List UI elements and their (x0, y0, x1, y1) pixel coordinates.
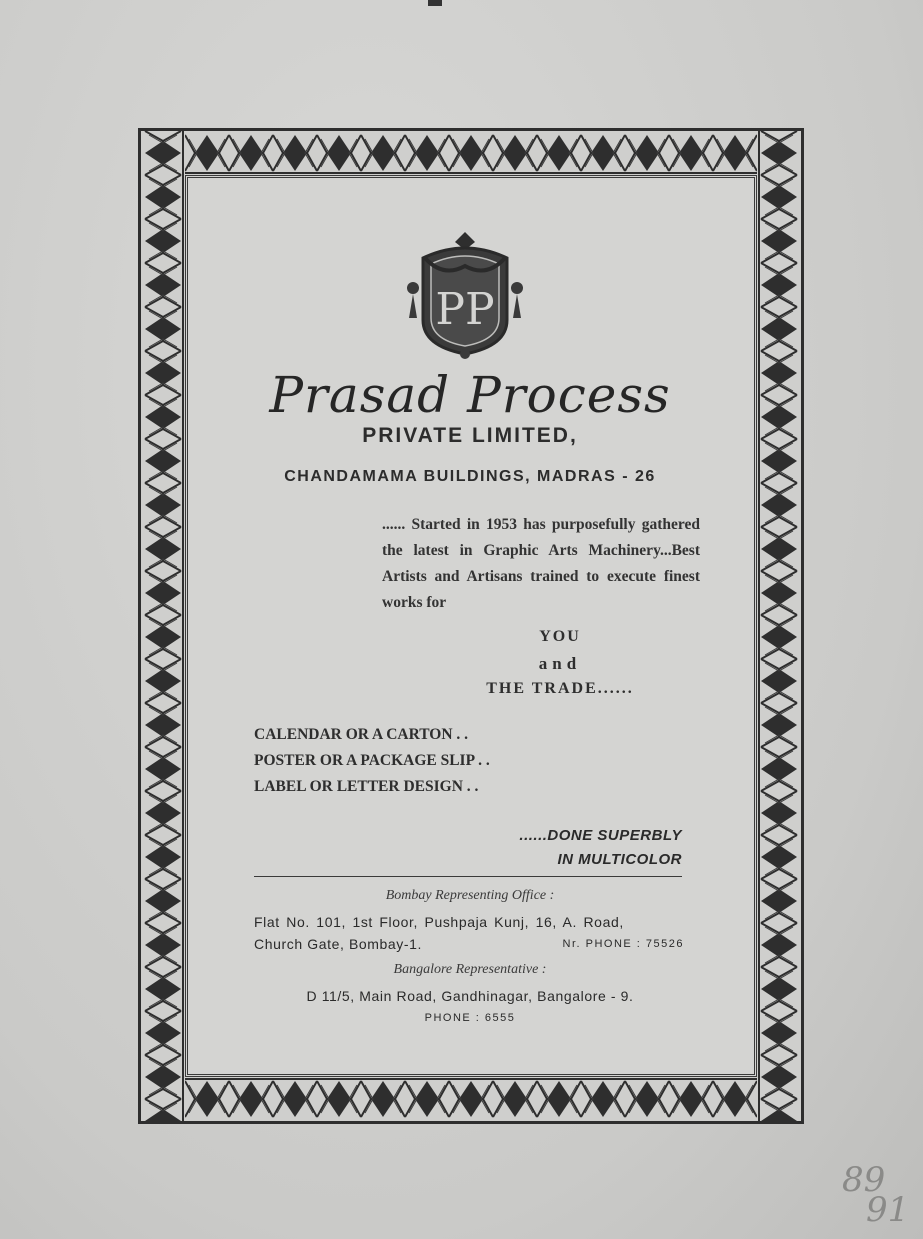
bombay-address-line-1: Flat No. 101, 1st Floor, Pushpaja Kunj, 16, A. Road, (254, 914, 624, 930)
bangalore-phone: PHONE : 6555 (424, 1012, 516, 1024)
intro-paragraph: ...... Started in 1953 has purposefully gathered the latest in Graphic Arts Machinery...Best Artists and Artisans trained to execute finest works for (382, 516, 700, 611)
border-right (757, 131, 801, 1121)
tagline-line-1: ......DONE SUPERBLY (519, 827, 682, 844)
prasad-process-logo (403, 228, 527, 362)
bombay-address-city: Church Gate, Bombay-1. (254, 936, 423, 952)
you-line: YOU (539, 628, 581, 645)
product-list (254, 722, 674, 800)
divider (254, 876, 682, 877)
bangalore-address: D 11/5, Main Road, Gandhinagar, Bangalore - 9. (306, 988, 634, 1004)
bombay-address-line-2 (254, 936, 684, 952)
company-name: Prasad Process (269, 366, 671, 424)
page-top-mark (428, 0, 442, 6)
company-type: PRIVATE LIMITED, (362, 424, 578, 447)
border-left (141, 131, 185, 1121)
bombay-phone: Nr. PHONE : 75526 (562, 938, 684, 950)
tagline (420, 824, 682, 872)
trade-line: THE TRADE...... (486, 680, 634, 697)
logo-monogram: PP (435, 284, 495, 335)
product-item: LABEL OR LETTER DESIGN . . (254, 778, 479, 795)
border-top (141, 131, 801, 175)
company-address: CHANDAMAMA BUILDINGS, MADRAS - 26 (284, 468, 656, 485)
bombay-office-heading: Bombay Representing Office : (385, 888, 555, 903)
handwritten-number-2: 91 (866, 1190, 910, 1230)
tagline-line-2: IN MULTICOLOR (557, 851, 682, 868)
product-item: POSTER OR A PACKAGE SLIP . . (254, 752, 490, 769)
bangalore-heading: Bangalore Representative : (393, 962, 547, 977)
border-bottom (141, 1077, 801, 1121)
and-line: and (538, 654, 582, 673)
handwritten-number-1: 89 (842, 1160, 886, 1200)
product-item: CALENDAR OR A CARTON . . (254, 726, 469, 743)
handwritten-page-number (836, 1160, 910, 1230)
